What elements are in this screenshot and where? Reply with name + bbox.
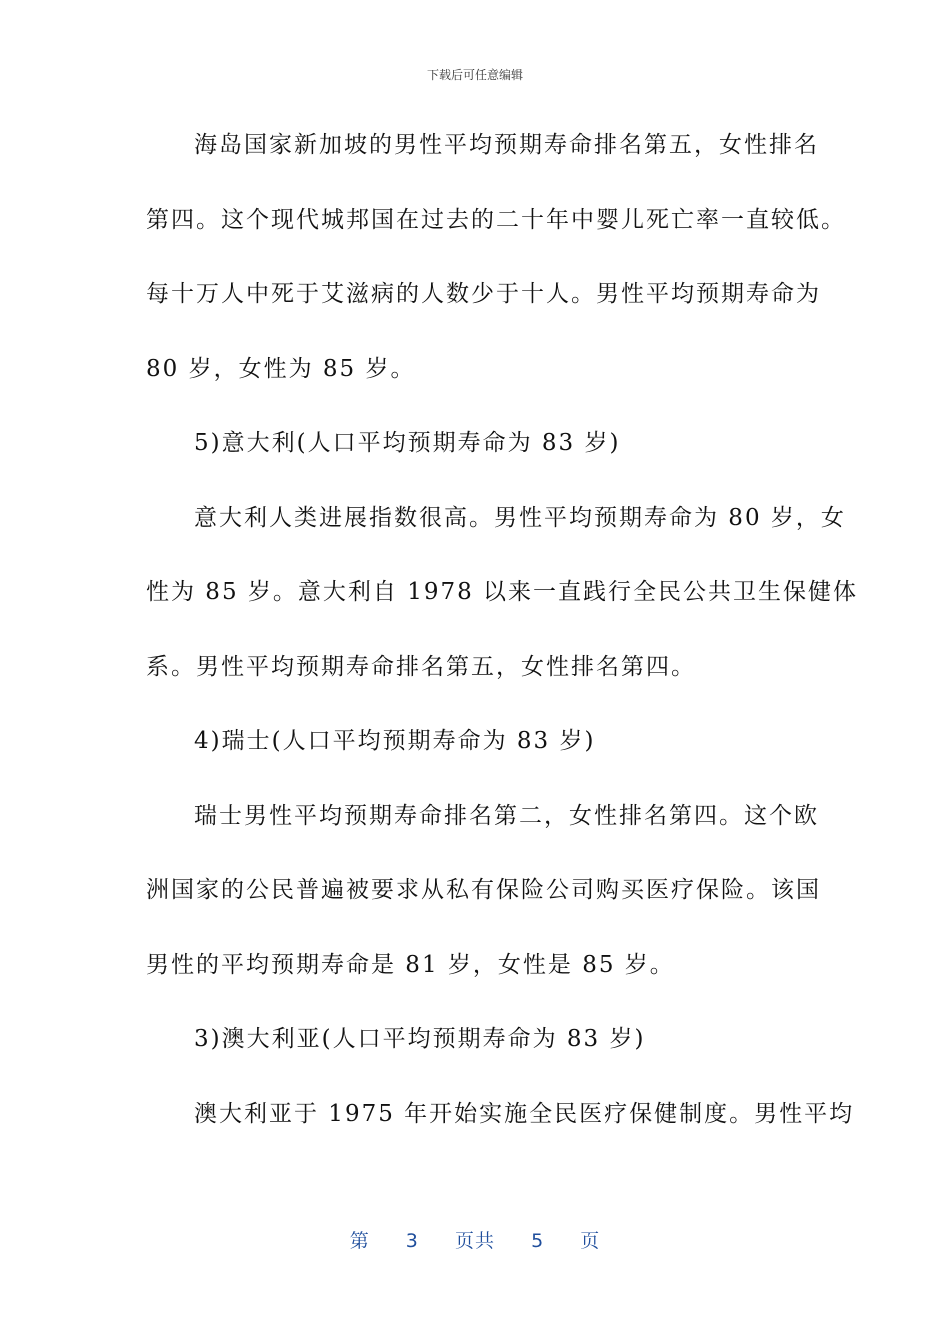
page-footer — [0, 1226, 950, 1253]
paragraph-line: 洲国家的公民普遍被要求从私有保险公司购买医疗保险。该国 — [146, 877, 821, 903]
paragraph-line: 澳大利亚于 1975 年开始实施全民医疗保健制度。男性平均 — [194, 1100, 855, 1127]
page-header-note: 下载后可任意编辑 — [426, 68, 523, 82]
footer-page-prefix: 第 — [349, 1230, 370, 1252]
paragraph-line: 男性的平均预期寿命是 81 岁，女性是 85 岁。 — [146, 951, 675, 978]
paragraph-line: 意大利人类进展指数很高。男性平均预期寿命为 80 岁，女 — [194, 504, 846, 531]
section-heading-australia: 3)澳大利亚(人口平均预期寿命为 83 岁) — [194, 1026, 646, 1052]
section-heading-switzerland: 4)瑞士(人口平均预期寿命为 83 岁) — [194, 728, 596, 754]
footer-page-suffix: 页 — [580, 1230, 601, 1252]
paragraph-line: 第四。这个现代城邦国在过去的二十年中婴儿死亡率一直较低。 — [146, 206, 846, 233]
paragraph-line: 系。男性平均预期寿命排名第五，女性排名第四。 — [146, 653, 696, 680]
paragraph-line: 性为 85 岁。意大利自 1978 以来一直践行全民公共卫生保健体 — [146, 579, 859, 605]
footer-page-mid: 页共 — [454, 1230, 495, 1252]
paragraph-line: 80 岁，女性为 85 岁。 — [146, 355, 416, 382]
document-body — [146, 108, 859, 1151]
footer-page-current: 3 — [405, 1230, 419, 1252]
paragraph-line: 海岛国家新加坡的男性平均预期寿命排名第五，女性排名 — [194, 132, 819, 158]
paragraph-line: 每十万人中死于艾滋病的人数少于十人。男性平均预期寿命为 — [146, 281, 821, 307]
section-heading-italy: 5)意大利(人口平均预期寿命为 83 岁) — [194, 430, 621, 456]
footer-page-total: 5 — [531, 1230, 545, 1252]
paragraph-line: 瑞士男性平均预期寿命排名第二，女性排名第四。这个欧 — [194, 802, 819, 829]
